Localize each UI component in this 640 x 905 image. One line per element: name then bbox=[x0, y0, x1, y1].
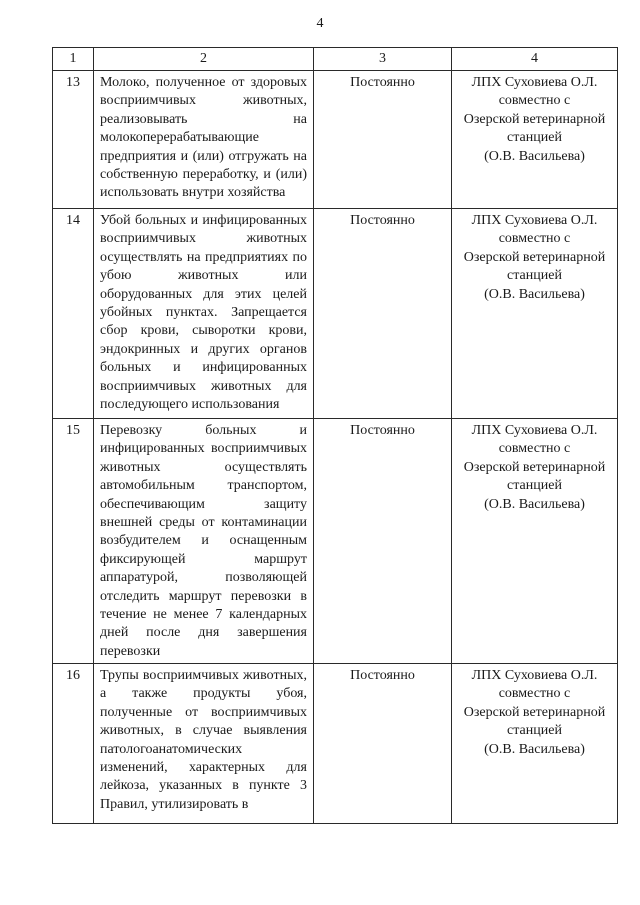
page-number: 4 bbox=[316, 16, 324, 31]
table-row bbox=[53, 71, 618, 209]
responsible-line: (О.В. Васильева) bbox=[484, 286, 585, 302]
table-header-row bbox=[53, 48, 618, 71]
table-row bbox=[53, 664, 618, 824]
responsible-line: ЛПХ Суховиева О.Л. bbox=[471, 75, 598, 90]
responsible-line: совместно с bbox=[498, 231, 571, 247]
responsible-line: совместно с bbox=[498, 441, 571, 457]
measure-text: Молоко, полученное от здоровых восприимчивых животных, реализовывать на молокоперерабатывающие предприятия и (или) отгружать на собственную переработку, и (или) использовать внутри хозяйства bbox=[94, 71, 314, 209]
responsible-line: Озерской ветеринарной bbox=[463, 111, 606, 127]
responsible-line: совместно с bbox=[498, 93, 571, 109]
row-number: 15 bbox=[53, 419, 94, 664]
measure-term: Постоянно bbox=[314, 71, 452, 209]
header-col-1: 1 bbox=[53, 48, 94, 71]
header-col-3: 3 bbox=[314, 48, 452, 71]
measure-responsible bbox=[452, 71, 618, 209]
measures-table bbox=[52, 47, 618, 824]
responsible-line: Озерской ветеринарной bbox=[463, 459, 606, 475]
measure-text: Убой больных и инфицированных восприимчивых животных осуществлять на предприятиях по убою животных или оборудованных для этих целей убойных пунктах. Запрещается сбор крови, сыворотки крови, эндокринных и других органов больных и инфицированных восприимчивых животных для последующего использования bbox=[94, 209, 314, 419]
responsible-line: станцией bbox=[507, 478, 562, 494]
responsible-line: Озерской ветеринарной bbox=[463, 704, 606, 720]
measure-responsible bbox=[452, 664, 618, 824]
header-col-2: 2 bbox=[94, 48, 314, 71]
responsible-line: совместно с bbox=[498, 686, 571, 702]
measure-text: Трупы восприимчивых животных, а также продукты убоя, полученные от восприимчивых животных, в случае выявления патологоанатомических изменений, характерных для лейкоза, указанных в пункте 3 Правил, утилизировать в bbox=[94, 664, 314, 824]
responsible-line: ЛПХ Суховиева О.Л. bbox=[471, 423, 598, 438]
measure-term: Постоянно bbox=[314, 664, 452, 824]
measure-responsible bbox=[452, 209, 618, 419]
responsible-line: (О.В. Васильева) bbox=[484, 496, 585, 512]
header-col-4: 4 bbox=[452, 48, 618, 71]
responsible-line: Озерской ветеринарной bbox=[463, 249, 606, 265]
responsible-line: (О.В. Васильева) bbox=[484, 741, 585, 757]
measure-term: Постоянно bbox=[314, 209, 452, 419]
row-number: 16 bbox=[53, 664, 94, 824]
measure-text: Перевозку больных и инфицированных восприимчивых животных осуществлять автомобильным транспортом, обеспечивающим защиту внешней среды от контаминации возбудителем и оснащенным фиксирующей маршрут аппаратурой, позволяющей отследить маршрут перевозки в течение не менее 7 календарных дней после дня завершения перевозки bbox=[94, 419, 314, 664]
responsible-line: (О.В. Васильева) bbox=[484, 148, 585, 164]
row-number: 14 bbox=[53, 209, 94, 419]
responsible-line: ЛПХ Суховиева О.Л. bbox=[471, 668, 598, 683]
row-number: 13 bbox=[53, 71, 94, 209]
table-row bbox=[53, 419, 618, 664]
responsible-line: станцией bbox=[507, 723, 562, 739]
measure-term: Постоянно bbox=[314, 419, 452, 664]
measure-responsible bbox=[452, 419, 618, 664]
responsible-line: станцией bbox=[507, 268, 562, 284]
responsible-line: ЛПХ Суховиева О.Л. bbox=[471, 213, 598, 228]
table-row bbox=[53, 209, 618, 419]
responsible-line: станцией bbox=[507, 130, 562, 146]
